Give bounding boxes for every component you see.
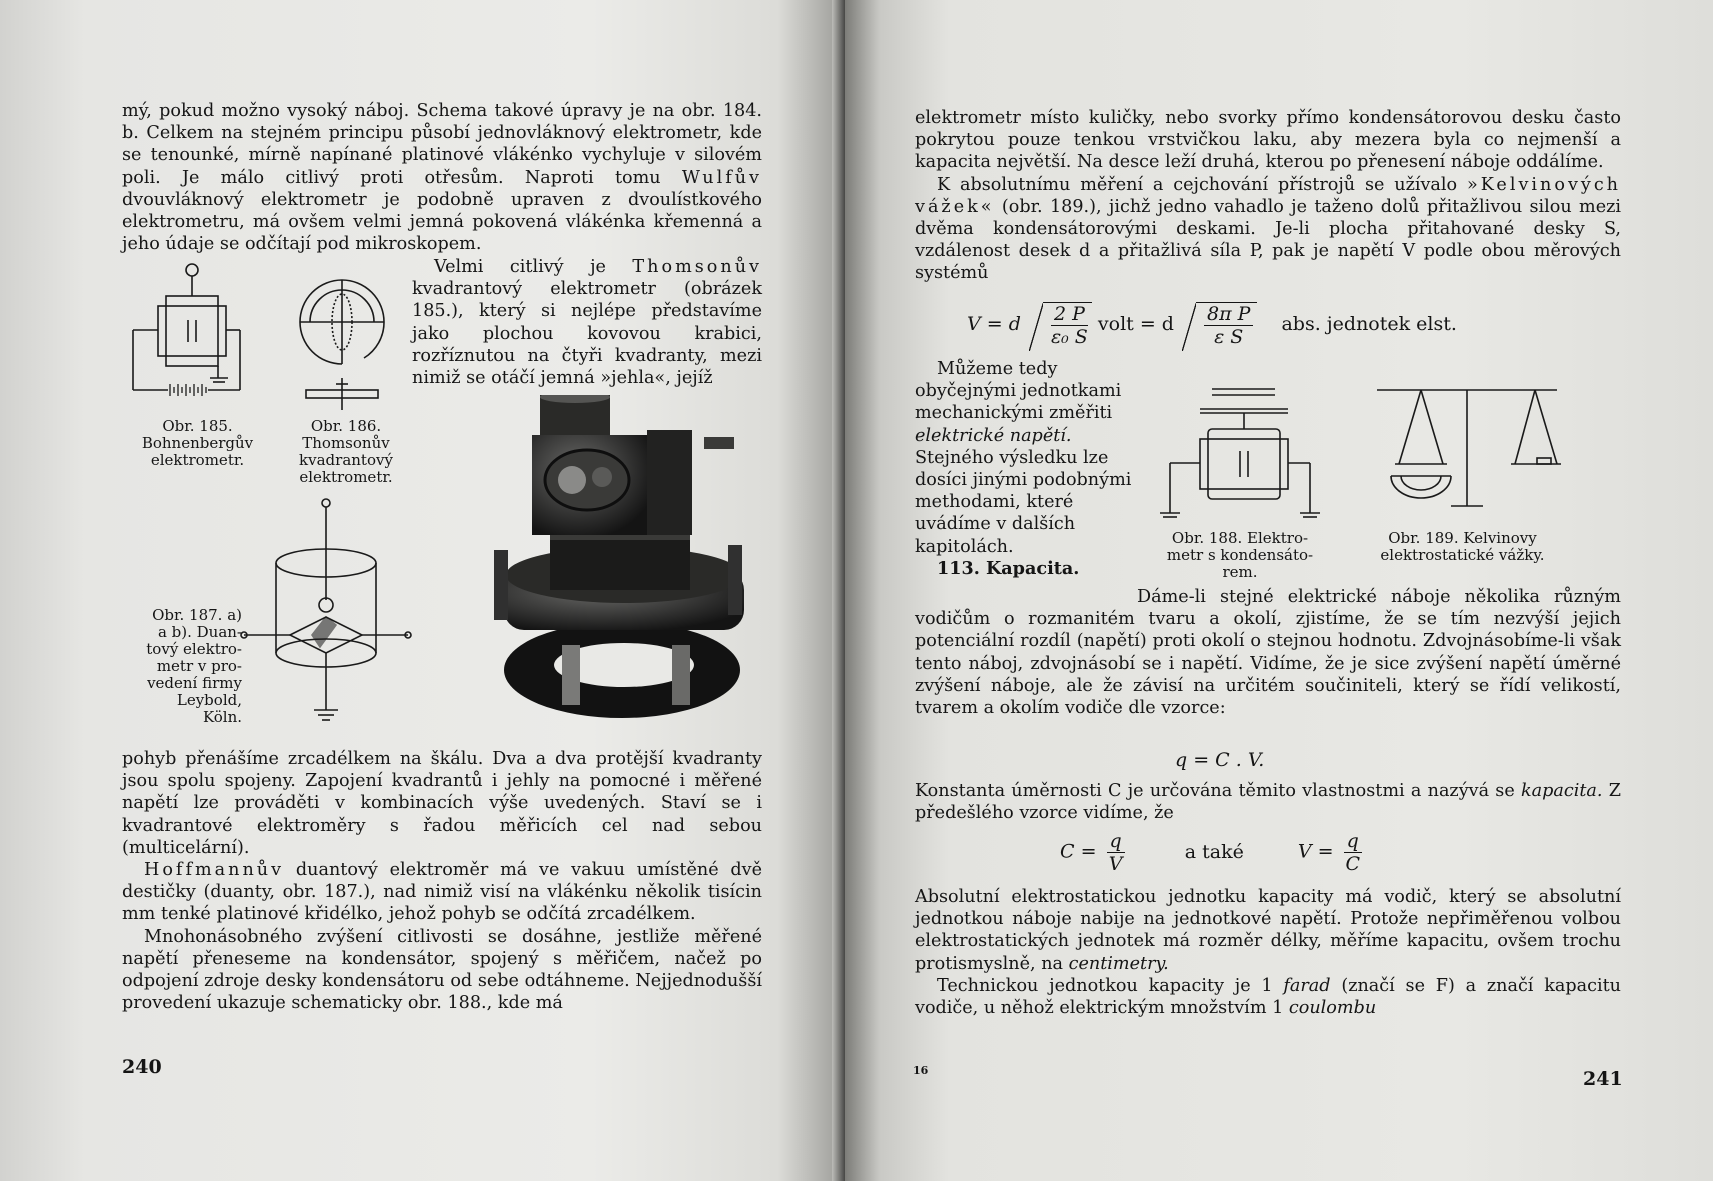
paragraph-text: duantový elektroměr má ve vakuu umístěné dvě destičky (duanty, obr. 187.), nad nimiž visí na vlákénku několik tisícin mm tenké platinové křidélko, jehož pohyb se odčítá zrcadélkem. <box>122 860 762 925</box>
page-number-right: 241 <box>1583 1068 1623 1090</box>
numerator: 8π P <box>1204 303 1253 326</box>
denominator: ε S <box>1214 326 1244 348</box>
formula-voltage <box>967 302 1647 348</box>
right-text-top <box>915 107 1621 285</box>
right-text-section <box>915 586 1621 719</box>
figure-189-diagram <box>1365 380 1570 520</box>
name-thomson: Thomsonův <box>632 257 762 277</box>
fraction <box>1204 303 1253 348</box>
formula-part: V = d <box>967 313 1021 335</box>
figure-188-caption: Obr. 188. Elektro- metr s kondensáto- rem. <box>1166 529 1314 581</box>
section-heading: 113. Kapacita. <box>937 557 1080 579</box>
paragraph-text: Technickou jednotkou kapacity je 1 <box>937 975 1273 996</box>
sqrt-symbol <box>1196 302 1257 348</box>
right-text-narrow <box>915 358 1133 580</box>
formula-part: volt = d <box>1097 313 1174 335</box>
signature-mark: 16 <box>913 1064 929 1077</box>
numerator: 2 P <box>1051 303 1088 326</box>
figure-187-caption: Obr. 187. a) a b). Duan- tový elektro- metr v pro- vedení firmy Leybold, Köln. <box>146 606 242 726</box>
paragraph-text: Konstanta úměrnosti C je určována těmito vlastnostmi a nazývá se <box>915 781 1515 801</box>
denominator: C <box>1345 853 1360 875</box>
paragraph-text: Můžeme tedy obyčejnými jednotkami mechanickými změřiti <box>915 359 1122 424</box>
figure-187b-photo <box>492 395 754 730</box>
paragraph-text: Absolutní elektrostatickou jednotku kapacity má vodič, který se absolutní jednotkou náboje nabije na jednotkové napětí. Protože nepřiměřenou volbou elektrostatických jednotek má rozměr délky, měříme kapacitu, ovšem trochu protismyslně, na <box>915 887 1621 974</box>
italic-text: farad <box>1283 975 1331 996</box>
figure-188-diagram <box>1160 385 1335 525</box>
formula-q-cv: q = C . V. <box>1175 749 1265 771</box>
left-text-top <box>122 100 762 255</box>
fraction <box>1344 830 1362 875</box>
right-text-bottom <box>915 886 1621 1019</box>
paragraph-text: elektrometr místo kuličky, nebo svorky přímo kondensátorovou desku často pokrytou pouze tenkou vrstvičkou laku, aby mezera byla co nejmenší a kapacita největší. Na desce leží druhá, kterou po přenesení náboje oddálíme. <box>915 108 1621 173</box>
right-text-kapacita <box>915 780 1621 824</box>
left-text-bottom <box>122 748 762 1014</box>
figure-186-diagram <box>292 264 392 414</box>
paragraph-text: kvadrantový elektrometr (obrázek 185.), který si nejlépe představíme jako plochou kovovou krabici, rozříznutou na čtyři kvadranty, mezi nimiž se otáčí jemná »jehla«, jejíž <box>412 279 762 389</box>
left-page <box>0 0 845 1181</box>
fraction <box>1051 303 1088 348</box>
numerator: q <box>1344 830 1362 853</box>
formula-part: abs. jednotek elst. <box>1281 313 1457 335</box>
paragraph-text: Z předešlého vzorce vidíme, že <box>915 781 1621 824</box>
page-number-left: 240 <box>122 1056 162 1078</box>
denominator: ε₀ S <box>1050 326 1088 348</box>
figure-185-caption: Obr. 185. Bohnenbergův elektrometr. <box>141 417 254 469</box>
right-page <box>845 0 1713 1181</box>
name-wulf: Wulfův <box>681 167 763 188</box>
numerator: q <box>1107 830 1125 853</box>
name-kelvin: »Kelvinových vážek« <box>915 174 1622 217</box>
formula-c-q-v <box>1060 830 1620 875</box>
paragraph-text: mý, pokud možno vysoký náboj. Schema takové úpravy je na obr. 184. b. Celkem na stejném principu působí jednovláknový elektrometr, kde se tenounké, mírně napínané platinové vlákénko vychyluje v silovém poli. Je málo citlivý proti otřesům. Naproti tomu <box>122 101 762 188</box>
italic-text: coulombu <box>1288 998 1377 1019</box>
paragraph-text: K absolutnímu měření a cejchování přístrojů se užívalo <box>937 174 1458 195</box>
paragraph-text: Dáme-li stejné elektrické náboje několika různým vodičům o rozmanitém tvaru a okolí, zjistíme, že se tím nezvýší jejich potenciální rozdíl (napětí) proti okolí o stejnou hodnotu. Zdvojnásobíme-li však tento náboj, zdvojnásobí se i napětí. Vidíme, že je sice zvýšení napětí úměrné zvýšení náboje, ale že závisí na určitém součiniteli, který se řídí velikostí, tvarem a okolím vodiče dle vzorce: <box>915 587 1621 719</box>
paragraph-text: pohyb přenášíme zrcadélkem na škálu. Dva a dva protější kvadranty jsou spolu spojeny. Zapojení kvadrantů i jehly na pomocné i měřené napětí lze prováděti v kombinacích výše uvedených. Staví se i kvadrantové elektroměry s řadou měřicích cel nad sebou (multicelární). <box>122 749 762 858</box>
italic-text: centimetry. <box>1068 953 1169 974</box>
figure-189-caption: Obr. 189. Kelvinovy elektrostatické vážky. <box>1380 529 1545 564</box>
figure-185-diagram <box>128 260 278 410</box>
paragraph-text: dvouvláknový elektrometr je podobně upraven z dvoulístkového elektrometru, má ovšem velmi jemná pokovená vlákénka křemenná a jeho údaje se odčítají pod mikroskopem. <box>122 189 762 255</box>
paragraph-text: Velmi citlivý je <box>434 257 606 277</box>
italic-text: kapacita. <box>1520 781 1603 801</box>
left-text-thomson <box>412 256 762 389</box>
paragraph-text: (značí se F) a značí kapacitu vodiče, u něhož elektrickým množstvím 1 <box>915 975 1621 1019</box>
figure-187a-diagram <box>240 495 415 730</box>
denominator: V <box>1108 853 1123 875</box>
sqrt-symbol <box>1043 302 1092 348</box>
paragraph-text: (obr. 189.), jichž jedno vahadlo je taženo dolů přitažlivou silou mezi dvěma kondensátorovými deskami. Je-li plocha přitahované desky S, vzdálenost desek d a přitažlivá síla P, pak je napětí V podle obou měrových systémů <box>915 196 1621 284</box>
fraction <box>1107 830 1125 875</box>
formula-part: C = <box>1060 840 1097 863</box>
figure-186-caption: Obr. 186. Thomsonův kvadrantový elektrometr. <box>299 417 393 486</box>
paragraph-text: Stejného výsledku lze dosíci jinými podobnými methodami, které uvádíme v dalších kapitolách. <box>915 447 1132 557</box>
paragraph-text: Mnohonásobného zvýšení citlivosti se dosáhne, jestliže měřené napětí přeneseme na kondensátor, spojený s měřičem, načež po odpojení zdroje desky kondensátoru od sebe odtáhneme. Nejjednodušší provedení ukazuje schematicky obr. 188., kde má <box>122 926 762 1014</box>
name-hoffmann: Hoffmannův <box>144 860 285 881</box>
italic-text: elektrické napětí. <box>915 425 1072 446</box>
formula-part: V = <box>1297 840 1334 863</box>
formula-part: a také <box>1184 840 1244 863</box>
